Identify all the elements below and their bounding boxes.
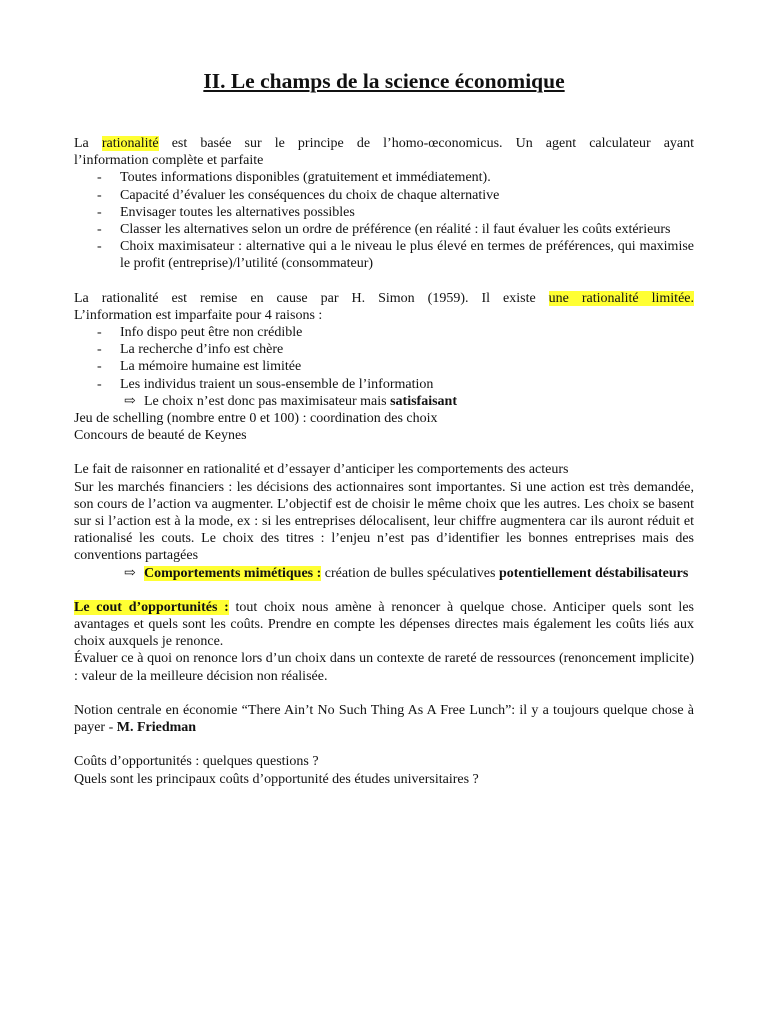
paragraph-rationalite xyxy=(74,135,694,169)
text-span: tout choix nous amène à renoncer à quelque chose. Anticiper quels sont les avantages et quels sont les coûts. Prendre en compte les dépenses directes mais également les coûts liés aux choix auxquels je renonce. xyxy=(74,599,694,650)
question-line: Coûts d’opportunités : quelques questions ? xyxy=(74,754,319,770)
list-item: - Classer les alternatives selon un ordre de préférence (en réalité : il faut évaluer les coûts extérieurs xyxy=(74,221,694,238)
arrow-right-outline-icon: ⇨ xyxy=(124,565,136,581)
list-raisons xyxy=(74,324,694,393)
text-span: est basée sur le principe de l’homo-œconomicus. Un agent calculateur ayant xyxy=(158,136,695,151)
highlight-cout-opportunites: Le cout d’opportunités : xyxy=(74,599,229,615)
paragraph-simon xyxy=(74,290,694,324)
paragraph-marches-financiers: Sur les marchés financiers : les décisions des actionnaires sont importantes. Si une action est très demandée, son cours de l’action va augmenter. L’objectif est de choisir le même choix que les autres. Les choix se basent sur si l’action est à la mode, ex : si les entreprises délocalisent, leur chiffre augmentera car ils auront réduit et rationalisé les couts. Le choix des titres : l’enjeu n’est pas d’identifier les bonnes entreprises mais des conventions partagées xyxy=(74,479,694,564)
question-line: Quels sont les principaux coûts d’opportunité des études universitaires ? xyxy=(74,771,479,787)
document-body xyxy=(74,135,694,788)
paragraph-anticipation: Le fait de raisonner en rationalité et d’essayer d’anticiper les comportements des acteurs xyxy=(74,462,569,478)
list-item: - Capacité d’évaluer les conséquences du choix de chaque alternative xyxy=(74,187,694,204)
highlight-comportements-mimetiques: Comportements mimétiques : xyxy=(144,565,322,581)
paragraph-line: L’information est imparfaite pour 4 raisons : xyxy=(74,307,323,323)
list-item: - Toutes informations disponibles (gratuitement et immédiatement). xyxy=(74,169,694,186)
paragraph-line: l’information complète et parfaite xyxy=(74,153,264,169)
arrow-item-mimetiques xyxy=(74,565,694,582)
text-span: création de bulles spéculatives xyxy=(321,565,499,581)
paragraph-line xyxy=(74,290,694,307)
arrow-right-outline-icon: ⇨ xyxy=(124,393,136,409)
list-item: - La mémoire humaine est limitée xyxy=(74,358,694,375)
list-item: - Les individus traient un sous-ensemble de l’information xyxy=(74,376,694,393)
paragraph-cout-opportunite xyxy=(74,599,694,651)
bold-satisfaisant: satisfaisant xyxy=(390,393,458,409)
paragraph-friedman xyxy=(74,702,694,736)
paragraph-evaluer: Évaluer ce à quoi on renonce lors d’un choix dans un contexte de rareté de ressources (renoncement implicite) : valeur de la meilleure décision non réalisée. xyxy=(74,651,694,684)
highlight-rationalite-limitee: une rationalité limitée. xyxy=(548,290,694,306)
text-span: Notion centrale en économie “There Ain’t No Such Thing As A Free Lunch”: il y a toujours quelque chose à payer - xyxy=(74,702,694,736)
text-span: Le choix n’est donc pas maximisateur mais xyxy=(144,393,391,409)
text-span: La rationalité est remise en cause par H. Simon (1959). Il existe xyxy=(74,290,549,306)
paragraph-line xyxy=(74,135,694,152)
bold-friedman: M. Friedman xyxy=(116,720,197,736)
list-item: - Envisager toutes les alternatives possibles xyxy=(74,204,694,221)
page-title: II. Le champs de la science économique xyxy=(203,69,565,93)
text-span: La xyxy=(74,136,102,151)
bold-destabilisateurs: potentiellement déstabilisateurs xyxy=(498,565,689,581)
list-item: - Choix maximisateur : alternative qui a le niveau le plus élevé en termes de préférences, qui maximise le profit (entreprise)/l’utilité (consommateur) xyxy=(74,238,694,272)
list-item: - Info dispo peut être non crédible xyxy=(74,324,694,341)
line-keynes: Concours de beauté de Keynes xyxy=(74,428,247,444)
line-schelling: Jeu de schelling (nombre entre 0 et 100) : coordination des choix xyxy=(74,411,438,427)
highlight-rationalite: rationalité xyxy=(101,136,159,151)
arrow-item-satisfaisant xyxy=(74,393,694,410)
list-item: - La recherche d’info est chère xyxy=(74,341,694,358)
list-hypotheses xyxy=(74,169,694,272)
